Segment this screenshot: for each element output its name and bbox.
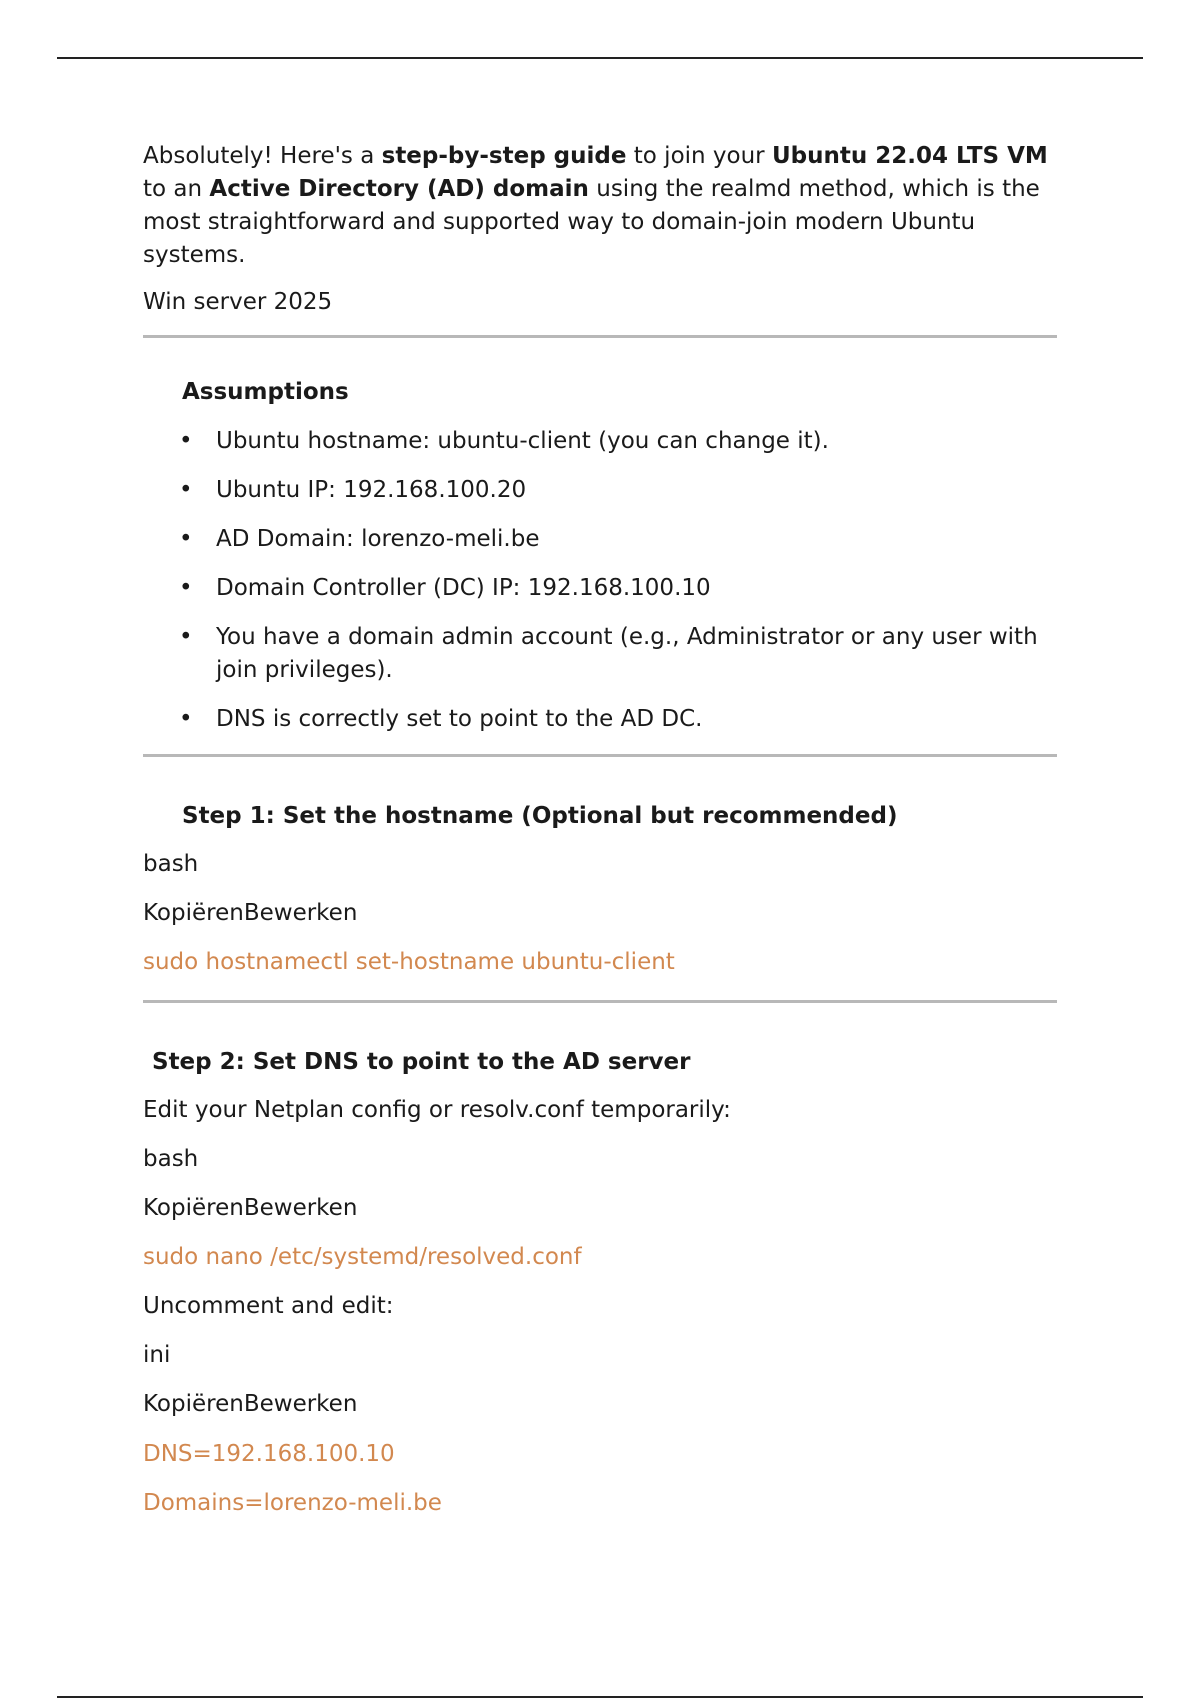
list-item-text: Ubuntu hostname: ubuntu-client (you can change it). bbox=[216, 428, 829, 454]
server-note: Win server 2025 bbox=[143, 289, 333, 315]
document-body bbox=[143, 140, 1063, 1520]
list-item bbox=[143, 425, 1063, 458]
intro-text: Absolutely! Here's a bbox=[143, 143, 382, 169]
bullet-icon: • bbox=[179, 477, 193, 503]
copy-edit-buttons[interactable]: KopiërenBewerken bbox=[143, 1195, 358, 1221]
assumptions-list bbox=[143, 425, 1063, 736]
list-item bbox=[143, 703, 1063, 736]
assumptions-heading: Assumptions bbox=[182, 379, 349, 405]
copy-edit-buttons[interactable]: KopiërenBewerken bbox=[143, 1391, 358, 1417]
bullet-icon: • bbox=[179, 624, 193, 650]
intro-paragraph bbox=[143, 140, 1063, 272]
intro-bold-ad: Active Directory (AD) domain bbox=[209, 176, 589, 202]
step2-heading: Step 2: Set DNS to point to the AD server bbox=[152, 1049, 691, 1075]
separator bbox=[143, 335, 1057, 338]
list-item bbox=[143, 523, 1063, 556]
code-language-label: bash bbox=[143, 1146, 199, 1172]
intro-bold-ubuntu: Ubuntu 22.04 LTS VM bbox=[771, 143, 1048, 169]
step2-description: Edit your Netplan config or resolv.conf temporarily: bbox=[143, 1097, 731, 1123]
bullet-icon: • bbox=[179, 428, 193, 454]
page-top-rule bbox=[57, 57, 1143, 59]
code-line: sudo nano /etc/systemd/resolved.conf bbox=[143, 1244, 582, 1270]
code-language-label: bash bbox=[143, 851, 199, 877]
intro-text: using the realmd method, which is the most straightforward and supported way to domain-join modern Ubuntu systems. bbox=[143, 176, 1040, 268]
intro-bold-guide: step-by-step guide bbox=[381, 143, 627, 169]
list-item-text: AD Domain: lorenzo-meli.be bbox=[216, 526, 540, 552]
list-item bbox=[143, 572, 1063, 605]
list-item bbox=[143, 474, 1063, 507]
separator bbox=[143, 754, 1057, 757]
step1-heading: Step 1: Set the hostname (Optional but recommended) bbox=[182, 803, 898, 829]
bullet-icon: • bbox=[179, 526, 193, 552]
list-item-text: Ubuntu IP: 192.168.100.20 bbox=[216, 477, 527, 503]
page-bottom-rule bbox=[57, 1696, 1143, 1698]
intro-text: to join your bbox=[626, 143, 772, 169]
list-item-text: You have a domain admin account (e.g., Administrator or any user with join privileges). bbox=[216, 624, 1038, 683]
list-item-text: Domain Controller (DC) IP: 192.168.100.10 bbox=[216, 575, 711, 601]
separator bbox=[143, 1000, 1057, 1003]
list-item-text: DNS is correctly set to point to the AD DC. bbox=[216, 706, 703, 732]
bullet-icon: • bbox=[179, 706, 193, 732]
code-language-label: ini bbox=[143, 1342, 171, 1368]
step2-instruction: Uncomment and edit: bbox=[143, 1293, 394, 1319]
code-line: Domains=lorenzo-meli.be bbox=[143, 1490, 442, 1516]
code-line: sudo hostnamectl set-hostname ubuntu-client bbox=[143, 949, 675, 975]
bullet-icon: • bbox=[179, 575, 193, 601]
intro-text: to an bbox=[143, 176, 210, 202]
list-item bbox=[143, 621, 1063, 687]
copy-edit-buttons[interactable]: KopiërenBewerken bbox=[143, 900, 358, 926]
code-line: DNS=192.168.100.10 bbox=[143, 1441, 395, 1467]
